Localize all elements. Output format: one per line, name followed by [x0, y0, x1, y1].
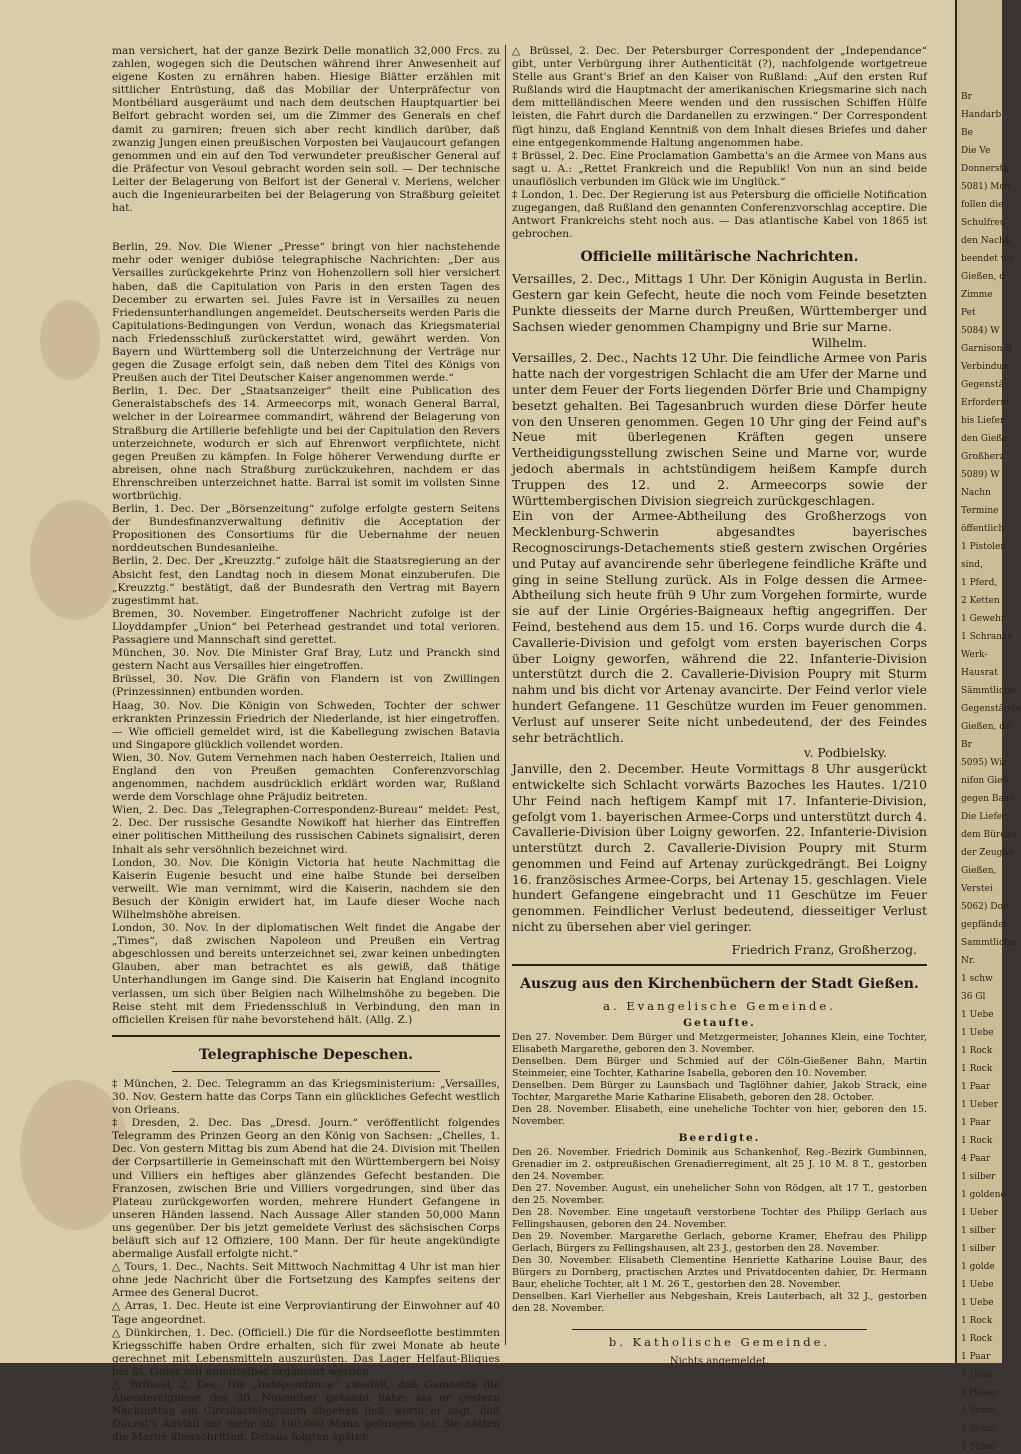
record-entry: Den 29. November. Margarethe Gerlach, geborne Kramer, Ehefrau des Philipp Gerlach, Bürgers zu Fellingshausen, alt 23 J., gestorben den 28. November. [512, 1231, 927, 1255]
adjacent-page-edge [955, 0, 1021, 1452]
edge-text-fragment: 1 Ueber [961, 1100, 998, 1110]
edge-text-fragment: der Zeugho [961, 848, 1014, 858]
edge-text-fragment: 1 silber [961, 1226, 996, 1236]
news-item-haag: Haag, 30. Nov. Die Königin von Schweden, Tochter der schwer erkrankten Prinzessin Friedrich der Niederlande, ist hier eingetroffen. — Wie officiell gemeldet wird, ist die Kabellegung zwischen Batavia und Singapore glücklich vollendet worden. [112, 699, 500, 751]
military-report: Versailles, 2. Dec., Nachts 12 Uhr. Die feindliche Armee von Paris hatte nach der vorgestrigen Schlacht die am Ufer der Marne und unter dem Feuer der Forts liegenden Dörfer Brie und Champigny besetzt gehalten. Bei Tagesanbruch wurden diese Dörfer heute von den Unseren genommen. Gegen 10 Uhr ging der Feind auf's Neue mit überlegenen Kräften gegen unsere Vertheidigungsstellung zwischen Seine und Marne vor, wurde jedoch abermals in achtstündigem heißem Kampfe durch Truppen des 12. und 2. Armeecorps sowie der Württembergischen Division siegreich zurückgeschlagen. [512, 350, 927, 508]
edge-text-fragment: 1 Uebe [961, 1298, 994, 1308]
edge-text-fragment: 1 golde [961, 1262, 995, 1272]
edge-text-fragment: Donnersta [961, 164, 1009, 174]
edge-text-fragment: den Nachb [961, 236, 1011, 246]
edge-text-fragment: 1 Rock [961, 1334, 993, 1344]
section-heading-church-records: Auszug aus den Kirchenbüchern der Stadt Gießen. [520, 975, 919, 992]
edge-text-fragment: 1 Pferd, [961, 578, 998, 588]
subheading-catholic: b. Katholische Gemeinde. [608, 1335, 831, 1350]
edge-text-fragment: dem Büreau [961, 830, 1017, 840]
edge-text-fragment: 5089) W [961, 470, 1000, 480]
edge-text-fragment: 1 Uebe [961, 1028, 994, 1038]
edge-text-fragment: Die Liefer [961, 812, 1007, 822]
telegram-item: △ Brüssel, 2. Dec. Die „Independance“ zweifelt, daß Gambetta die Abendereignisse des 30. November gekannt habe, als er gestern Nachmittag ein Circulartelegramm abgehen ließ, worin er sagt, daß Ducrot's Ausfall mit mehr als 100,000 Mann gelungen sei. Sie hätten die Marne überschritten. Details folgten später. [112, 1379, 500, 1444]
heading-rule [172, 1071, 440, 1072]
section-heading-telegrams: Telegraphische Depeschen. [198, 1046, 414, 1063]
record-entry: Den 27. November. August, ein unehelicher Sohn von Rödgen, alt 17 T., gestorben den 25. November. [512, 1183, 927, 1207]
edge-text-fragment: Sämmtliche [961, 686, 1016, 696]
news-item-wien: Wien, 30. Nov. Gutem Vernehmen nach haben Oesterreich, Italien und England den von Preußen gemachten Conferenzvorschlag angenommen, nachdem ausdrücklich erklärt worden war, Rußland werde dem Vorschlage ohne Präjudiz beitreten. [112, 751, 500, 804]
edge-text-fragment: Termine [961, 506, 999, 516]
edge-text-fragment: Gießen, d [961, 272, 1006, 282]
edge-text-fragment: Die Ve [961, 146, 991, 156]
edge-text-fragment: 5095) Wir [961, 758, 1007, 768]
record-entry: Denselben. Karl Vierheller aus Nebgeshain, Kreis Lauterbach, alt 32 J., gestorben den 28. November. [512, 1291, 927, 1315]
telegram-item: △ Dünkirchen, 1. Dec. (Officiell.) Die für die Nordseeflotte bestimmten Kriegsschiffe haben Ordre erhalten, sich für zwei Monate ab heute gerechnet mit Lebensmitteln auszurüsten. Das Lager Helfaut-Bliques bei St. Omer soll unmittelbar organisirt werden. [112, 1326, 500, 1378]
telegram-item: △ Brüssel, 2. Dec. Der Petersburger Correspondent der „Independance“ gibt, unter Verbürgung ihrer Authenticität (?), nachfolgende wortgetreue Stelle aus Grant's Brief an den Kaiser von Rußland: „Auf den ersten Ruf Rußlands wird die Hauptmacht der amerikanischen Kriegsmarine sich nach dem mittelländischen Meere wenden und den russischen Schiffen Hülfe leisten, die Fahrt durch die Dardanellen zu erzwingen.“ Der Correspondent fügt hinzu, daß England Kenntniß von dem Inhalt dieses Briefes und daher eine entgegenkommende Haltung angenommen habe. [512, 45, 927, 149]
news-item-london: London, 30. Nov. Die Königin Victoria hat heute Nachmittag die Kaiserin Eugenie besucht und eine halbe Stunde bei derselben verweilt. Wie man vernimmt, wird die Kaiserin, nachdem sie den Besuch der Königin erwidert hat, im Laufe dieser Woche nach Wilhelmshöhe abreisen. [112, 856, 500, 921]
subheading-baptized: Getaufte. [683, 1017, 756, 1030]
news-item-bruessel: Brüssel, 30. Nov. Die Gräfin von Flandern ist von Zwillingen (Prinzessinnen) entbunden worden. [112, 673, 500, 699]
edge-text-fragment: bis Liefer [961, 416, 1005, 426]
edge-text-fragment: Pet [961, 308, 976, 318]
telegram-item: △ Arras, 1. Dec. Heute ist eine Verproviantirung der Einwohner auf 40 Tage angeordnet. [112, 1300, 500, 1326]
news-item-berlin: Berlin, 2. Dec. Der „Kreuzztg.“ zufolge hält die Staatsregierung an der Absicht fest, den Landtag noch in diesem Monat einzuberufen. Die „Kreuzztg.“ bestätigt, daß der Bundesrath den Vertrag mit Bayern zugestimmt hat. [112, 555, 500, 607]
edge-text-fragment: 1 Paar [961, 1082, 991, 1092]
record-entry: Den 28. November. Eine ungetauft verstorbene Tochter des Philipp Gerlach aus Fellingshausen, geboren den 24. November. [512, 1207, 927, 1231]
section-rule [512, 964, 927, 966]
edge-text-fragment: Verbindun [961, 362, 1009, 372]
edge-text-fragment: 1 Rock [961, 1046, 993, 1056]
edge-text-fragment: Gießen, [961, 866, 997, 876]
telegram-item: ‡ Dresden, 2. Dec. Das „Dresd. Journ.“ veröffentlicht folgendes Telegramm des Prinzen Georg an den König von Sachsen: „Chelles, 1. Dec. Von gestern Mittag bis zum Abend hat die 24. Division mit Theilen der Corpsartillerie in Gemeinschaft mit den Württembergern bei Noisy und Villiers ein heftiges aber glänzendes Gefecht bestanden. Die Franzosen, zwischen Brie und Villiers vorgedrungen, sind über das Plateau zurückgeworfen worden, mehrere Hundert Gefangene in unseren Händen lassend. Nach Aussage Aller standen 50,000 Mann uns gegenüber. Der bis jetzt gemeldete Verlust des sächsischen Corps beläuft sich auf 12 Offiziere, 100 Mann. Der für heute angekündigte abermalige Ausfall erfolgte nicht.“ [112, 1117, 500, 1261]
military-report: Janville, den 2. December. Heute Vormittags 8 Uhr ausgerückt entwickelte sich Schlacht vorwärts Bazoches les Hautes. 1/210 Uhr Feind nach heftigem Kampf mit 17. Infanterie-Division, gefolgt vom 1. bayerischen Armee-Corps und unterstützt durch 4. Cavallerie-Division über Loigny geworfen. 22. Infanterie-Division unterstützt durch 2. Cavallerie-Division Poupry mit Sturm genommen und Feind auf Artenay zurückgedrängt. Bei Loigny 16. französisches Armee-Corps, bei Artenay 15. geschlagen. Viele hundert Gefangene eingebracht und 11 Geschütze im Feuer genommen. Feindlicher Verlust bedeutend, diesseitiger Verlust nicht zu übersehen aber viel geringer. [512, 761, 927, 935]
column-left [112, 45, 500, 1444]
edge-text-fragment: 1 goldene [961, 1190, 1006, 1200]
edge-text-fragment: Großherz [961, 452, 1005, 462]
telegram-item: ‡ London, 1. Dec. Der Regierung ist aus Petersburg die officielle Notification zugegangen, daß Rußland den genannten Conferenzvorschlag acceptire. Die Antwort Frankreichs steht noch aus. — Das atlantische Kabel von 1865 ist gebrochen. [512, 189, 927, 241]
edge-text-fragment: öffentlich [961, 524, 1005, 534]
news-item-bremen: Bremen, 30. November. Eingetroffener Nachricht zufolge ist der Lloyddampfer „Union“ bei Peterhead gestrandet und total verloren. Passagiere und Mannschaft sind gerettet. [112, 607, 500, 647]
edge-text-fragment: 1 Rock [961, 1136, 993, 1146]
edge-text-fragment: 1 Ueber [961, 1208, 998, 1218]
edge-text-fragment: 1 schw [961, 974, 993, 984]
edge-text-fragment: 1 Schm [961, 1424, 996, 1434]
edge-text-fragment: 1 Pistolen [961, 542, 1007, 552]
record-entry: Den 26. November. Friedrich Dominik aus Schankenhof, Reg.-Bezirk Gumbinnen, Grenadier im 2. ostpreußischen Grenadierregiment, alt 25 J. 10 M. 8 T., gestorben den 24. November. [512, 1147, 927, 1183]
edge-text-fragment: Erforderni [961, 398, 1009, 408]
edge-text-fragment: 1 Schranke [961, 632, 1013, 642]
edge-text-fragment: 5081) Mon [961, 182, 1011, 192]
edge-text-fragment: Br [961, 740, 972, 750]
telegram-item: ‡ München, 2. Dec. Telegramm an das Kriegsministerium: „Versailles, 30. Nov. Gestern hatte das Corps Tann ein glückliches Gefecht westlich von Orleans. [112, 1077, 500, 1117]
edge-text-fragment: 1 Heber [961, 1388, 999, 1398]
edge-text-fragment: Be [961, 128, 973, 138]
news-item-berlin: Berlin, 1. Dec. Der „Börsenzeitung“ zufolge erfolgte gestern Seitens der Bundesfinanzverwaltung definitiv die Acceptation der Propositionen des Consortiums für die Uebernahme der neuen norddeutschen Bundesanleihe. [112, 503, 500, 555]
edge-text-fragment: Handarb [961, 110, 1002, 120]
edge-text-fragment: Gegenstände [961, 704, 1021, 714]
edge-text-fragment: 1 Rock [961, 1316, 993, 1326]
edge-text-fragment: beendet we [961, 254, 1014, 264]
edge-text-fragment: 1 Uebe [961, 1370, 994, 1380]
edge-text-fragment: Gegenstä [961, 380, 1005, 390]
edge-text-fragment: 1 Gewehr [961, 614, 1006, 624]
edge-text-fragment: 1 Schm [961, 1406, 996, 1416]
record-entry: Denselben. Dem Bürger und Schmied auf der Cöln-Gießener Bahn, Martin Steinmeier, eine Tochter, Katharine Isabella, geboren den 10. November. [512, 1056, 927, 1080]
record-entry: Denselben. Dem Bürger zu Launsbach und Taglöhner dahier, Jakob Strack, eine Tochter, Margarethe Marie Katharine Elisabeth, geboren den 28. October. [512, 1080, 927, 1104]
edge-text-fragment: Nr. [961, 956, 976, 966]
news-item-wien: Wien, 2. Dec. Das „Telegraphen-Correspondenz-Bureau“ meldet: Pest, 2. Dec. Der russische Gesandte Nowikoff hat hierher das Eintreffen einer politischen Mittheilung des russischen Cabinets signalisirt, deren Inhalt als sehr versöhnlich bezeichnet wird. [112, 804, 500, 856]
edge-text-fragment: Hausrat [961, 668, 998, 678]
edge-text-fragment: 1 Paar [961, 1352, 991, 1362]
edge-text-fragment: den Gieße [961, 434, 1008, 444]
edge-text-fragment: 1 silber [961, 1244, 996, 1254]
news-item-muenchen: München, 30. Nov. Die Minister Graf Bray, Lutz und Pranckh sind gestern Nacht aus Versailles hier eingetroffen. [112, 647, 500, 673]
edge-text-fragment: Nachn [961, 488, 991, 498]
edge-text-fragment: 1 Uebe [961, 1010, 994, 1020]
edge-text-fragment: follen die [961, 200, 1004, 210]
nothing-reported: Nichts angemeldet. [669, 1356, 770, 1368]
column-divider [505, 45, 506, 1345]
edge-text-fragment: Br [961, 92, 972, 102]
signature: Friedrich Franz, Großherzog. [731, 941, 917, 957]
subheading-buried: Beerdigte. [678, 1132, 761, 1145]
edge-text-fragment: Gießen, de [961, 722, 1011, 732]
telegram-item: ‡ Brüssel, 2. Dec. Eine Proclamation Gambetta's an die Armee von Mans aus sagt u. A.: „Rettet Frankreich und die Republik! Von nun an sind beide unauflöslich verbunden im Glück wie im Unglück.“ [512, 149, 927, 188]
edge-text-fragment: 5062) Don [961, 902, 1009, 912]
edge-text-fragment: Schulfreu [961, 218, 1006, 228]
edge-text-fragment: Werk- [961, 650, 988, 660]
edge-text-fragment: Zimme [961, 290, 993, 300]
news-item-london: London, 30. Nov. In der diplomatischen Welt findet die Angabe der „Times“, daß zwischen Napoleon und Preußen ein Vertrag abgeschlossen und bereits unterzeichnet sei, zwar keinen unbedingten Glauben, aber man betrachtet es als gewiß, daß thätige Unterhandlungen im Gange sind. Die Kaiserin hat England incognito verlassen, um sich über Belgien nach Wilhelmshöhe zu begeben. Die Reise steht mit dem Friedensschluß in Verbindung, den man in officiellen Kreisen für nahe bevorstehend hält. (Allg. Z.) [112, 922, 500, 1026]
edge-text-fragment: 1 Paar [961, 1118, 991, 1128]
edge-text-fragment: 36 Gl [961, 992, 986, 1002]
subheading-evangelical: a. Evangelische Gemeinde. [603, 998, 836, 1013]
edge-text-fragment: gepfändet [961, 920, 1008, 930]
edge-text-fragment: 1 silber [961, 1172, 996, 1182]
edge-text-fragment: 1 Uebe [961, 1280, 994, 1290]
edge-text-fragment: 1 Rock [961, 1064, 993, 1074]
section-rule [112, 1035, 500, 1037]
edge-text-fragment: nifon Gieß [961, 776, 1009, 786]
edge-text-fragment: 5084) W [961, 326, 1000, 336]
record-entry: Den 27. November. Dem Bürger und Metzgermeister, Johannes Klein, eine Tochter, Elisabeth Margarethe, geboren den 3. November. [512, 1032, 927, 1056]
edge-text-fragment: Garnison-B [961, 344, 1013, 354]
military-report: Ein von der Armee-Abtheilung des Großherzogs von Mecklenburg-Schwerin abgesandtes bayerisches Recognoscirungs-Detachements stieß gestern zwischen Orgéries und Putay auf avancirende sehr überlegene feindliche Kräfte und ging in seine Stellung zurück. Als in Folge dessen die Armee-Abtheilung sich heute früh 9 Uhr zum Vorgehen formirte, wurde sie auf der Linie Orgéries-Baigneaux heftig angegriffen. Der Feind, bestehend aus dem 15. und 16. Corps wurde durch die 4. Cavallerie-Division und gefolgt vom ersten bayerischen Corps über Loigny geworfen, während die 22. Infanterie-Division unterstützt durch die 2. Cavallerie-Division Poupry mit Sturm nahm und bis dicht vor Artenay avancirte. Der Feind verlor viele hundert Gefangene. 11 Geschütze wurden im Feuer genommen. Verlust auf unserer Seite nicht unbedeutend, der des Feindes sehr beträchtlich. [512, 508, 927, 745]
news-item-berlin: Berlin, 29. Nov. Die Wiener „Presse“ bringt von hier nachstehende mehr oder weniger dubiöse telegraphische Nachrichten: „Der aus Versailles zurückgekehrte Prinz von Hohenzollern soll hier versichert haben, daß die Capitulation von Paris in den ersten Tagen des December zu erwarten sei. Jules Favre ist in Versailles zu neuen Friedensunterhandlungen angemeldet. Deutscherseits werden Paris die Capitulations-Bedingungen von Verdun, wonach das Kriegsmaterial nach Friedensschluß zurückerstattet wird, gewährt werden. Von Bayern und Württemberg soll die Unterzeichnung der Verträge nur gegen die Zusage erfolgt sein, daß neben dem Titel des Königs von Preußen auch der Titel Deutscher Kaiser angenommen werde.“ [112, 241, 500, 385]
record-entry: Den 30. November. Elisabeth Clementine Henriette Katharine Louise Baur, des Bürgers zu Dornberg, practischen Arztes und Privatdocenten dahier, Dr. Hermann Baur, eheliche Tochter, alt 1 M. 26 T., gestorben den 28. November. [512, 1255, 927, 1291]
signature: v. Podbielsky. [804, 745, 887, 761]
edge-text-fragment: Sammtliche [961, 938, 1016, 948]
edge-text-fragment: 4 Paar [961, 1154, 991, 1164]
section-heading-military: Officielle militärische Nachrichten. [580, 249, 859, 266]
military-report: Versailles, 2. Dec., Mittags 1 Uhr. Der Königin Augusta in Berlin. Gestern gar kein Gefecht, heute die noch vom Feinde besetzten Punkte diesseits der Marne durch Preußen, Württemberger und Sachsen wieder genommen Champigny und Brie sur Marne. [512, 271, 927, 334]
edge-text-fragment: Verstei [961, 884, 993, 894]
telegram-item: △ Tours, 1. Dec., Nachts. Seit Mittwoch Nachmittag 4 Uhr ist man hier ohne jede Nachricht über die Fortsetzung des Kampfes seitens der Armee des General Ducrot. [112, 1261, 500, 1300]
edge-text-fragment: sind, [961, 560, 983, 570]
edge-text-fragment: 2 Ketten [961, 596, 1000, 606]
edge-text-fragment: gegen Baar [961, 794, 1014, 804]
news-item-berlin: Berlin, 1. Dec. Der „Staatsanzeiger“ theilt eine Publication des Generalstabschefs des 14. Armeecorps mit, wonach General Barral, welcher in der Loirearmee commandirt, während der Belagerung von Straßburg die Artillerie befehligte und bei der Capitulation den Revers unterzeichnete, wodurch er sich auf Ehrenwort verpflichtete, nicht gegen Preußen zu kämpfen. In Folge höherer Verwendung durfte er abreisen, ohne nach Straßburg zurückzukehren, nachdem er das Ehrenschreiben unterzeichnet hatte. Barral ist somit im vollsten Sinne wortbrüchig. [112, 385, 500, 502]
signature: Wilhelm. [811, 334, 867, 350]
article-text: man versichert, hat der ganze Bezirk Delle monatlich 32,000 Frcs. zu zahlen, wogegen sich die Deutschen während ihrer Anwesenheit auf eigene Kosten zu ernähren haben. Hiesige Blätter erzählen mit sittlicher Entrüstung, daß das Mobiliar der Unterpräfectur von Montbéliard ausgeräumt und nach dem deutschen Hauptquartier bei Belfort gebracht worden sei, um die Zimmer des Generals en chef damit zu garniren; freuen sich aber recht kindlich darüber, daß zwanzig Jungen einen preußischen Vorposten bei Vaujaucourt gefangen genommen und ein auf den Tod verwundeter preußischer General auf die Präfectur von Vesoul gebracht worden sein soll. — Der technische Leiter der Belagerung von Belfort ist der General v. Meriens, welcher auch die Ingenieurarbeiten bei der Belagerung von Straßburg geleitet hat. [112, 45, 500, 215]
column-right [512, 45, 927, 1368]
edge-text-fragment: 1 Schm [961, 1442, 996, 1452]
heading-rule [572, 1329, 867, 1330]
record-entry: Den 28. November. Elisabeth, eine uneheliche Tochter von hier, geboren den 15. November. [512, 1104, 927, 1128]
